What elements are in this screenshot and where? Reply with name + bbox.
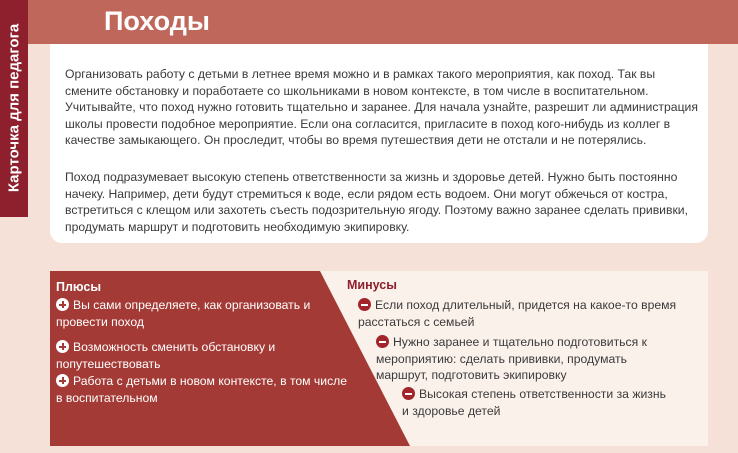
plus-circle-icon <box>56 298 69 311</box>
cons-item-3 <box>402 386 672 419</box>
pros-cons-section <box>50 271 708 446</box>
paragraph-intro: Организовать работу с детьми в летнее время можно и в рамках такого мероприятия, как поход. Так вы смените обстановку и поработаете со школьниками в новом контексте, в том числе в воспитательном. Учитывайте, что поход нужно готовить тщательно и заранее. Для начала узнайте, разрешит ли администрация школы провести подобное мероприятие. Если она согласится, пригласите в поход кого-нибудь из коллег в качестве замыкающего. Он проследит, чтобы во время путешествия дети не отстали и не потерялись. <box>65 67 698 147</box>
cons-item-3-text: Высокая степень ответственности за жизнь и здоровье детей <box>402 387 666 418</box>
pros-item-3 <box>56 373 356 406</box>
pros-item-2 <box>56 339 336 372</box>
pros-item-1-text: Вы сами определяете, как организовать и провести поход <box>56 298 311 329</box>
pros-title: Плюсы <box>56 280 102 294</box>
page-title: Походы <box>104 6 210 36</box>
minus-circle-icon <box>402 387 415 400</box>
header-bar <box>28 0 738 44</box>
cons-item-1 <box>358 297 688 330</box>
side-tab <box>0 0 28 217</box>
plus-circle-icon <box>56 340 69 353</box>
cons-item-2-text: Нужно заранее и тщательно подготовиться к мероприятию: сделать прививки, продумать маршрут, подготовить экипировку <box>376 335 647 382</box>
plus-circle-icon <box>56 374 69 387</box>
content-card <box>50 44 708 243</box>
cons-item-1-text: Если поход длительный, придется на какое-то время расстаться с семьей <box>358 298 677 329</box>
cons-item-2 <box>376 334 676 384</box>
pros-item-2-text: Возможность сменить обстановку и попутешествовать <box>56 340 276 371</box>
paragraph-responsibility: Поход подразумевает высокую степень ответственности за жизнь и здоровье детей. Нужно быть постоянно начеку. Например, дети будут стремиться к воде, если рядом есть водоем. Они могут обжечься от костра, встретиться с клещом или захотеть съесть подозрительную ягоду. Поэтому важно заранее сделать прививки, продумать маршрут и подготовить необходимую экипировку. <box>65 170 688 234</box>
minus-circle-icon <box>358 298 371 311</box>
cons-title: Минусы <box>347 278 397 292</box>
pros-item-3-text: Работа с детьми в новом контексте, в том числе в воспитательном <box>56 374 348 405</box>
pros-item-1 <box>56 297 316 330</box>
side-tab-label: Карточка для педагога <box>5 23 23 193</box>
minus-circle-icon <box>376 335 389 348</box>
